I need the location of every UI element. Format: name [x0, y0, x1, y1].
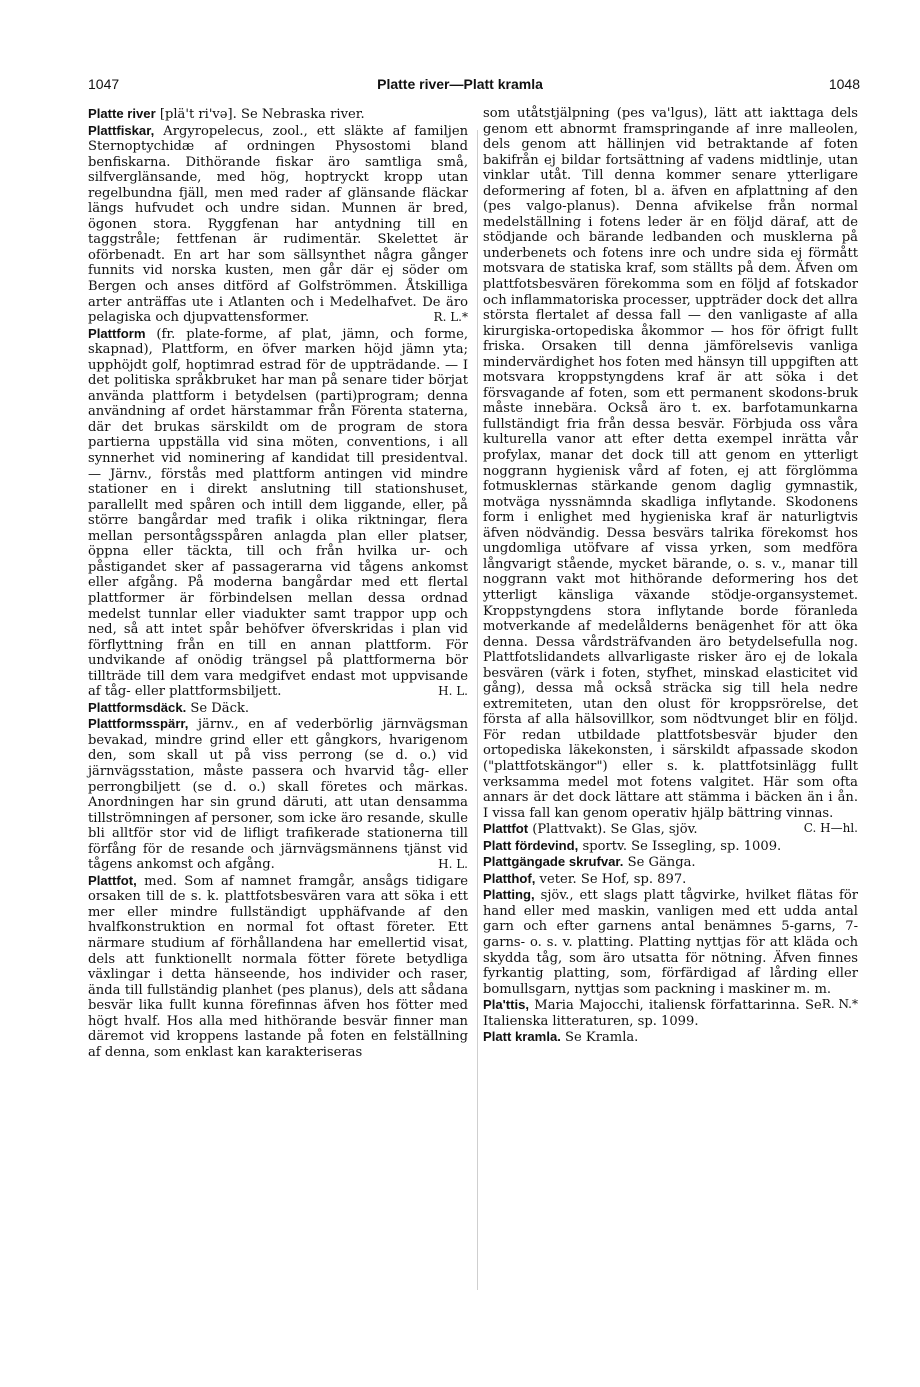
entry-headword: Pla'ttis, — [483, 997, 530, 1013]
dictionary-entry — [483, 1029, 858, 1046]
entry-headword: Platting, — [483, 887, 535, 903]
entry-body: sjöv., ett slags platt tågvirke, hvilket flätas för hand eller med maskin, vanligen med ett udda antal garn och efter garnens antal benämnes 5-garns, 7-garns- o. s. v. platting. Platting nyttjas för att kläda och skydda tåg, som äro utsatta för nötning. Äfven finnes fyrkantig platting, som, förfärdigad af lårding eller bomullsgarn, nyttjas som packning i maskiner m. m. — [483, 888, 858, 997]
entry-body: med. Som af namnet framgår, ansågs tidigare orsaken till de s. k. plattfotsbesvären vara att söka i ett mer eller mindre fullständigt upphäfvande af den hvalfkonstruktion en normal fot oftast företer. Ett närmare studium af förhållandena har emellertid visat, dels att funktionellt normala fötter förete betydliga växlingar i detta hänseende, hos individer och raser, ända till fullständig planhet (pes planus), dels att sådana besvär lika fullt kunna förefinnas äfven hos fötter med högt hvalf. Hos alla med hithörande besvär finner man däremot vid kroppens lastande på foten en felställning af denna, som enklast kan karakteriseras — [88, 873, 468, 1060]
entry-body: järnv., en af vederbörlig järnvägsman bevakad, mindre grind eller ett gångkors, hvarigenom den, som skall ut på viss perrong (se d. o.) vid järnvägsstation, måste passera och hvarvid tåg- eller perrongbiljett (se d. o.) skall företes och märkas. Anordningen har sin grund däruti, att utan densamma tillströmningen af personer, som icke äro resande, skulle bli alltför stor vid de lifligt trafikerade stationerna till förfång för de resande och järnvägsmännens tjänst vid tågens ankomst och afgång. — [88, 717, 469, 873]
entry-headword: Plattform — [88, 325, 146, 341]
page-number-left: 1047 — [88, 76, 120, 92]
entry-headword: Platt fördevind, — [483, 837, 579, 853]
entry-headword: Plattfot — [483, 821, 529, 837]
entry-body: Se Kramla. — [565, 1030, 639, 1046]
entry-signature: R. L.* — [433, 310, 468, 325]
entry-body: (fr. plate-forme, af plat, jämn, och forme, skapnad), Plattform, en öfver marken höjd jämn yta; upphöjdt golf, hoptimrad estrad för de uppträdande. — I det politiska språkbruket har man på senare tider börjat använda plattform i betydelsen (parti)program; denna användning af ordet härstammar från Förenta staterna, där det brukas särskildt om de program de stora partierna uppställa vid sina möten, conventions, i all synnerhet vid nominering af kandidat till presidentval. — Järnv., förstås med plattform antingen vid mindre stationer en i direkt anslutning till stationshuset, parallellt med spåren och intill dem liggande, eller, på större bangårdar med trafik i olika riktningar, flera mellan persontågsspåren anlagda plan eller platser, öppna eller täckta, till och från hvilka ur- och påstigandet sker af passagerarna vid tågens ankomst eller afgång. På moderna bangårdar med ett flertal plattformer är förbindelsen mellan dessa ordnad medelst tunnlar eller viadukter samt trappor upp och ned, så att intet spår behöfver öfverskridas i plan vid förflyttning från en till en annan plattform. För undvikande af onödig trängsel på plattformerna bör tillträde till dem vara medgifvet endast mot uppvisande af tåg- eller plattformsbiljett. — [88, 326, 468, 700]
page-number-right: 1048 — [828, 76, 860, 92]
entry-body: veter. Se Hof, sp. 897. — [539, 871, 687, 887]
dictionary-entry — [88, 106, 468, 123]
entry-body: Se Däck. — [190, 700, 250, 716]
dictionary-entry — [88, 123, 468, 326]
entry-body: Argyropelecus, zool., ett släkte af familjen Sternoptychidæ af ordningen Physostomi bland benfiskarna. Dithörande fiskar äro samtliga små, silfverglänsande, med hög, hoptryckt kropp utan regelbundna fjäll, men med rader af glänsande fläckar längs hufvudet och undre sidan. Munnen är bred, ögonen stora. Ryggfenan har antydning till en taggstråle; fettfenan är rudimentär. Skelettet är oförbenadt. En art har som sällsynthet några gånger funnits vid norska kusten, men går där ej söder om Bergen och anses ditförd af Golfströmmen. Åtskilliga arter anträffas ute i Atlanten och i Medelhafvet. De äro pelagiska och djupvattensformer. — [88, 123, 468, 326]
entry-body: (Plattvakt). Se Glas, sjöv. — [532, 822, 698, 838]
entry-headword: Plattgängade skrufvar. — [483, 854, 624, 870]
dictionary-entry — [88, 716, 468, 872]
entry-body: som utåtstjälpning (pes va'lgus), lätt att iakttaga dels genom ett abnormt framspringande af inre malleolen, dels genom att hällinjen vid betraktande af foten bakifrån ej bildar fortsättning af vadens midtlinje, utan vinklar utåt. Till denna kommer senare ytterligare deformering af foten, bl a. äfven en afplattning af den (pes valgo-planus). Denna afvikelse från normal medelställning i fotens leder är en följd däraf, att de stödjande och bärande ledbanden och musklerna på underbenets och fotens inre och undre sida ej förmått motsvara de statiska kraf, som ställts på dem. Äfven om plattfotsbesvären förekomma som en följd af fotskador och inflammatoriska processer, uppträder dock det allra största flertalet af dessa fall — den vanligaste af alla kirurgiska-ortopediska åkommor — hos för öfrigt fullt friska. Orsaken till denna jämförelsevis vanliga mindervärdighet hos foten med hänsyn till uppgiften att motsvara kroppstyngdens kraf är att söka i det försvagande af foten, som ett permanent skodons-bruk måste innebära. Också äro t. ex. barfotamunkarna fullständigt fria från dessa besvär. Förbjuda oss våra kulturella vanor att efter detta exempel inrätta vår profylax, manar det dock till att genom en ytterligt noggrann hygienisk vård af foten, ej att förglömma fotmusklernas stärkande genom daglig gymnastik, motväga nyssnämnda skadliga inflytande. Skodonens form i enlighet med hygieniska kraf är naturligtvis äfven nödvändig. Dessa besvärs talrika förekomst hos ungdomliga utöfvare af vissa yrken, som medföra långvarigt stående, mycket bärande, o. s. v., manar till noggrann vakt mot hithörande deformering hos det ytterligt känsliga växande stödje-organsystemet. Kroppstyngdens stora inflytande borde föranleda motverkande af medelålderns benägenhet för att öka denna. Dessa vårdsträfvanden äro betydelsefulla nog. Plattfotslidandets allvarligaste risker äro ej de lokala besvären (värk i foten, styfhet, minskad elasticitet vid gång), dessa må också sträcka sig till hela nedre extremiteten, utan den olust för kroppsrörelse, det första af alla hälsovillkor, som nödtvunget blir en följd. För redan utbildade plattfotsbesvär bjuder den ortopediska läkekonsten, i särskildt afpassade skodon ("plattfotskängor") eller s. k. plattfotsinlägg fullt verksamma medel mot fotens valgitet. Här som ofta annars är det dock lättare att stämma i bäcken än i ån. I vissa fall kan genom operativ hjälp bättring vinnas. — [483, 106, 858, 821]
right-column — [483, 106, 858, 1046]
entry-signature: H. L. — [438, 857, 468, 872]
left-column — [88, 106, 468, 1060]
entry-headword: Plattformsspärr, — [88, 716, 189, 732]
dictionary-entry — [483, 821, 858, 838]
dictionary-entry — [88, 326, 468, 700]
entry-headword: Platt kramla. — [483, 1029, 561, 1045]
entry-body: [plä't ri'vә]. Se Nebraska river. — [159, 107, 365, 122]
entry-signature: C. H—hl. — [803, 821, 858, 836]
entry-headword: Plattfot, — [88, 872, 137, 888]
dictionary-entry — [483, 838, 858, 855]
entry-body: Se Gänga. — [627, 855, 696, 871]
entry-signature: H. L. — [438, 684, 468, 699]
dictionary-entry — [483, 854, 858, 871]
dictionary-entry — [88, 700, 468, 717]
dictionary-entry — [483, 871, 858, 888]
column-divider — [477, 130, 478, 1290]
entry-headword: Platthof, — [483, 870, 536, 886]
entry-signature: R. N.* — [821, 997, 858, 1012]
running-title: Platte river—Platt kramla — [377, 76, 543, 92]
entry-headword: Platte river — [88, 106, 156, 121]
entry-headword: Plattformsdäck. — [88, 699, 187, 715]
dictionary-entry — [88, 873, 468, 1061]
entry-body: sportv. Se Issegling, sp. 1009. — [582, 838, 782, 854]
entry-headword: Plattfiskar, — [88, 122, 155, 138]
dictionary-entry — [483, 997, 858, 1029]
entry-body: Maria Majocchi, italiensk författarinna. Se Italienska litteraturen, sp. 1099. — [483, 998, 822, 1029]
